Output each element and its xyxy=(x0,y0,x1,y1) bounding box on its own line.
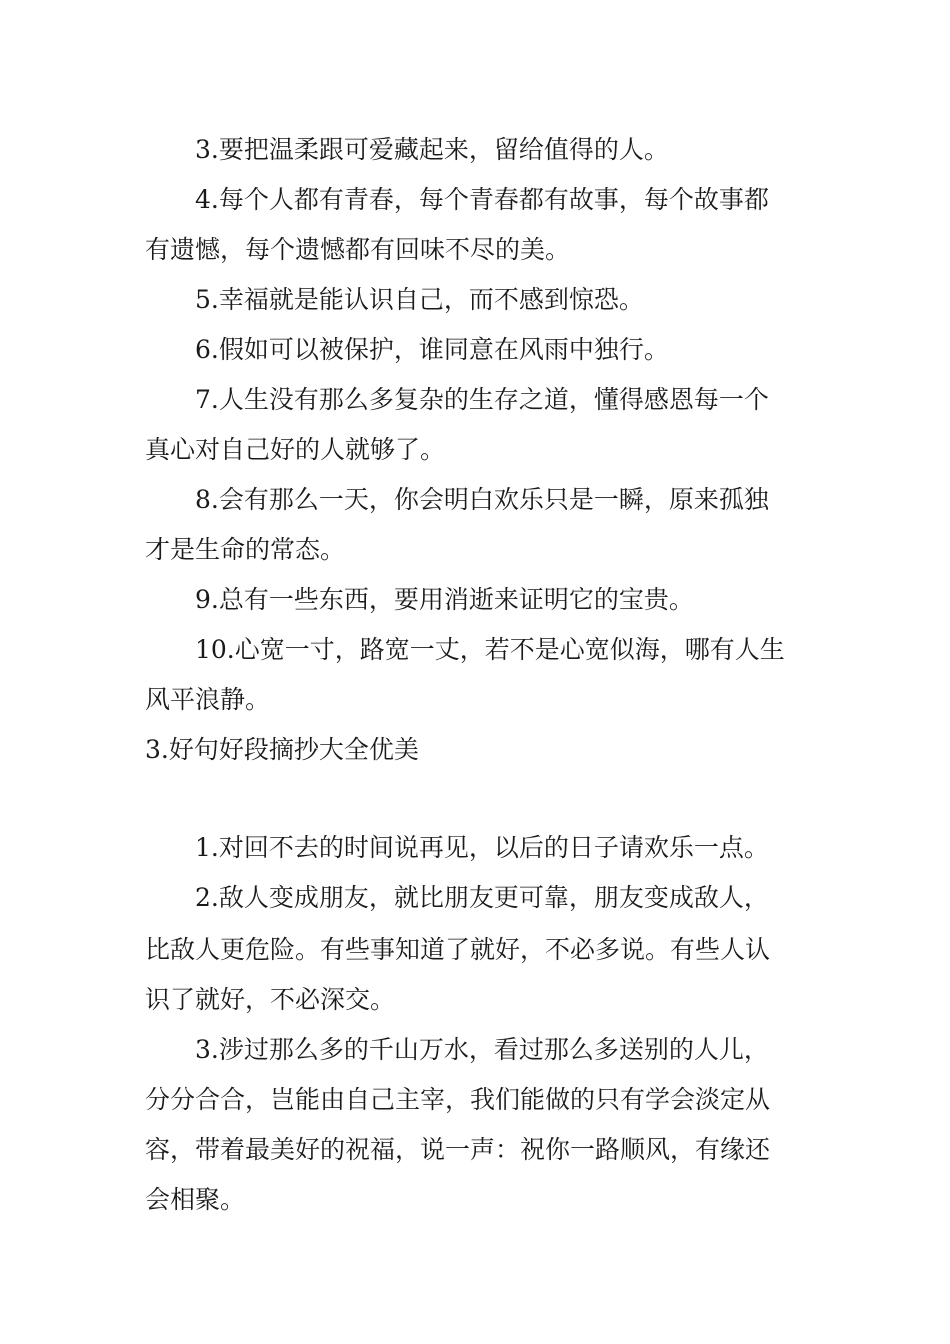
paragraph-line: 2.敌人变成朋友，就比朋友更可靠，朋友变成敌人， xyxy=(195,883,769,912)
paragraph-line: 容，带着最美好的祝福，说一声：祝你一路顺风，有缘还 xyxy=(145,1135,771,1164)
paragraph-line: 比敌人更危险。有些事知道了就好，不必多说。有些人认 xyxy=(145,935,771,964)
paragraph-line: 真心对自己好的人就够了。 xyxy=(145,435,446,464)
paragraph-line: 8.会有那么一天，你会明白欢乐只是一瞬，原来孤独 xyxy=(195,485,769,514)
paragraph-line: 1.对回不去的时间说再见，以后的日子请欢乐一点。 xyxy=(195,833,769,862)
section-heading: 3.好句好段摘抄大全优美 xyxy=(145,735,419,764)
paragraph-line: 7.人生没有那么多复杂的生存之道，懂得感恩每一个 xyxy=(195,385,769,414)
paragraph-line: 10.心宽一寸，路宽一丈，若不是心宽似海，哪有人生 xyxy=(195,635,785,664)
paragraph-line: 分分合合，岂能由自己主宰，我们能做的只有学会淡定从 xyxy=(145,1085,771,1114)
paragraph-line: 识了就好，不必深交。 xyxy=(145,985,396,1014)
paragraph-line: 风平浪静。 xyxy=(145,685,271,714)
paragraph-line: 才是生命的常态。 xyxy=(145,535,346,564)
paragraph-line: 3.要把温柔跟可爱藏起来，留给值得的人。 xyxy=(195,135,669,164)
paragraph-line: 3.涉过那么多的千山万水，看过那么多送别的人儿， xyxy=(195,1035,769,1064)
paragraph-line: 会相聚。 xyxy=(145,1185,246,1214)
paragraph-line: 4.每个人都有青春，每个青春都有故事，每个故事都 xyxy=(195,185,769,214)
paragraph-line: 5.幸福就是能认识自己，而不感到惊恐。 xyxy=(195,285,644,314)
paragraph-line: 6.假如可以被保护，谁同意在风雨中独行。 xyxy=(195,335,669,364)
paragraph-line: 9.总有一些东西，要用消逝来证明它的宝贵。 xyxy=(195,585,694,614)
paragraph-line: 有遗憾，每个遗憾都有回味不尽的美。 xyxy=(145,235,571,264)
